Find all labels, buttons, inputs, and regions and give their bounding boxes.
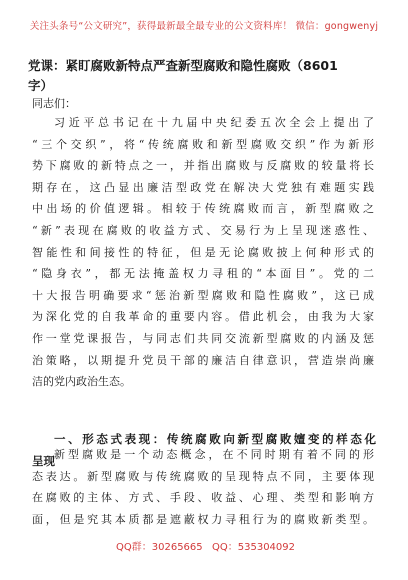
- heading-line: 呈现: [32, 454, 55, 468]
- title-line: 字）: [28, 78, 54, 93]
- paragraph-2: [32, 444, 374, 530]
- text-line: 为深化党的自我革命的重要内容。借此机会，由我为大家: [32, 310, 374, 324]
- text-line: 十大报告明确要求“惩治新型腐败和隐性腐败”，这已成: [32, 288, 374, 302]
- text-line: 面，但是究其本质都是遮蔽权力寻租行为的腐败新类型。: [32, 512, 374, 526]
- heading-line: 一、形态式表现：传统腐败向新型腐败嬗变的样态化: [54, 432, 376, 446]
- greeting: 同志们：: [32, 97, 76, 110]
- text-line: 在腐败的主体、方式、手段、收益、心理、类型和影响方: [32, 491, 374, 505]
- text-line: 洁的党内政治生态。: [32, 375, 131, 389]
- text-line: “新”表现在腐败的收益方式、交易行为上呈现迷惑性、: [32, 223, 374, 237]
- title-line: 党课：紧盯腐败新特点严查新型腐败和隐性腐败（8601: [28, 58, 338, 73]
- text-line: 新型腐败是一个动态概念，在不同时期有着不同的形: [54, 448, 374, 461]
- text-line: 治策略，以期提升党员干部的廉洁自律意识，营造崇尚廉: [32, 353, 374, 367]
- qq-contact-text: QQ：535304092: [212, 542, 296, 553]
- top-banner: 关注头条号“公文研究”，获得最新最全最专业的公文资料库！ 微信：gongwenyj: [29, 21, 379, 32]
- text-line: 势下腐败的新特点之一，并指出腐败与反腐败的较量将长: [32, 159, 374, 173]
- text-line: 态表达。新型腐败与传统腐败的呈现特点不同，主要体现: [32, 469, 374, 483]
- text-line: “三个交织”，将“传统腐败和新型腐败交织”作为新形: [32, 137, 374, 151]
- text-line: 中出场的价值逻辑。相较于传统腐败而言，新型腐败之: [32, 202, 374, 216]
- text-line: 作一堂党课报告，与同志们共同交流新型腐败的内涵及惩: [32, 331, 374, 345]
- text-line: 习近平总书记在十九届中央纪委五次全会上提出了: [54, 116, 374, 129]
- text-line: 智能性和间接性的特征，但是无论腐败披上何种形式的: [32, 245, 374, 259]
- qq-group-text: QQ群：30265665: [116, 542, 203, 553]
- paragraph-1: [32, 112, 374, 393]
- text-line: 期存在，这凸显出廉洁型政党在解决大党独有难题实践: [32, 180, 374, 194]
- text-line: “隐身衣”，都无法掩盖权力寻租的“本面目”。党的二: [32, 267, 374, 281]
- page-title: [28, 56, 380, 96]
